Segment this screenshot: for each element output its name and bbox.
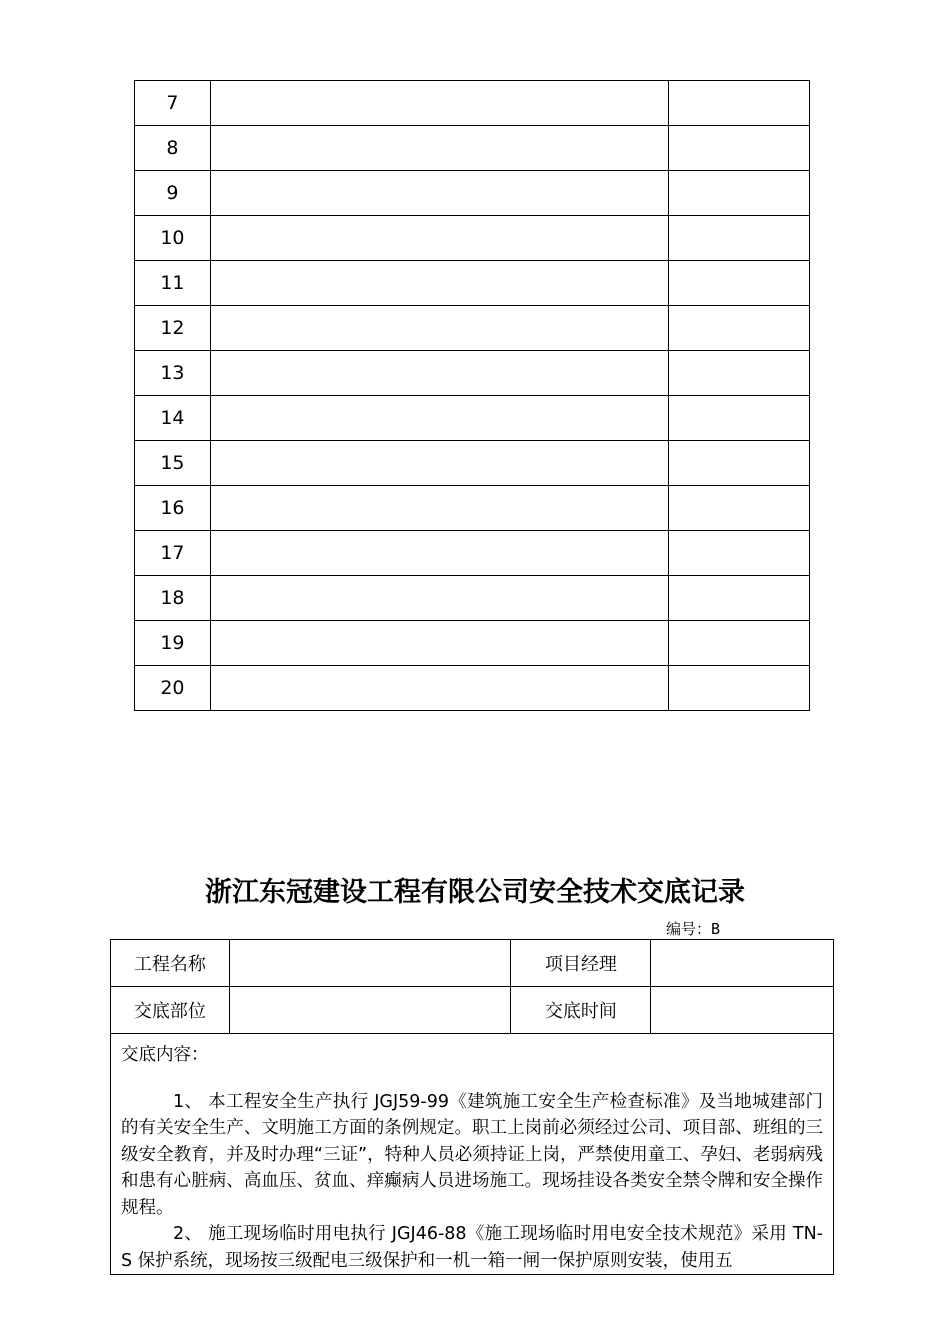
row-content-cell (210, 531, 669, 576)
row-number: 13 (135, 351, 211, 396)
project-manager-value (651, 940, 833, 987)
safety-disclosure-form (110, 939, 834, 1275)
row-number: 16 (135, 486, 211, 531)
row-content-cell (210, 666, 669, 711)
row-number: 9 (135, 171, 211, 216)
row-extra-cell (669, 126, 810, 171)
row-extra-cell (669, 666, 810, 711)
disclosure-content (111, 1034, 833, 1274)
disclosure-part-value (229, 987, 511, 1034)
row-number: 17 (135, 531, 211, 576)
row-content-cell (210, 171, 669, 216)
row-extra-cell (669, 306, 810, 351)
row-extra-cell (669, 261, 810, 306)
row-extra-cell (669, 576, 810, 621)
project-info-table (111, 940, 833, 1034)
table-row (135, 666, 810, 711)
row-content-cell (210, 441, 669, 486)
table-row (111, 987, 833, 1034)
row-number: 19 (135, 621, 211, 666)
row-content-cell (210, 81, 669, 126)
row-number: 20 (135, 666, 211, 711)
row-extra-cell (669, 621, 810, 666)
table-row (135, 441, 810, 486)
content-label: 交底内容： (121, 1045, 209, 1065)
row-content-cell (210, 396, 669, 441)
row-content-cell (210, 486, 669, 531)
row-extra-cell (669, 216, 810, 261)
row-extra-cell (669, 81, 810, 126)
table-row (135, 351, 810, 396)
content-paragraph: 1、 本工程安全生产执行 JGJ59-99《建筑施工安全生产检查标准》及当地城建部门的有关安全生产、文明施工方面的条例规定。职工上岗前必须经过公司、项目部、班组的三级安全教育，并及时办理“三证”，特种人员必须持证上岗，严禁使用童工、孕妇、老弱病残和患有心脏病、高血压、贫血、痒癫病人员进场施工。现场挂设各类安全禁令牌和安全操作规程。 (121, 1091, 823, 1218)
table-row (135, 306, 810, 351)
row-content-cell (210, 261, 669, 306)
row-extra-cell (669, 351, 810, 396)
table-row (135, 531, 810, 576)
row-number: 18 (135, 576, 211, 621)
table-row (135, 261, 810, 306)
table-row (135, 576, 810, 621)
row-number: 12 (135, 306, 211, 351)
row-content-cell (210, 306, 669, 351)
row-number: 7 (135, 81, 211, 126)
row-number: 8 (135, 126, 211, 171)
row-number: 15 (135, 441, 211, 486)
table-row (111, 940, 833, 987)
table-row (135, 171, 810, 216)
row-extra-cell (669, 441, 810, 486)
project-name-value (229, 940, 511, 987)
document-number: 编号：B (666, 920, 721, 938)
row-number: 14 (135, 396, 211, 441)
content-paragraph: 2、 施工现场临时用电执行 JGJ46-88《施工现场临时用电安全技术规范》采用 TN-S 保护系统，现场按三级配电三级保护和一机一箱一闸一保护原则安装，使用五 (121, 1224, 823, 1271)
row-extra-cell (669, 396, 810, 441)
numbered-rows-table (134, 80, 810, 711)
row-content-cell (210, 621, 669, 666)
row-content-cell (210, 576, 669, 621)
row-content-cell (210, 351, 669, 396)
disclosure-part-label: 交底部位 (111, 987, 229, 1034)
table-row (135, 396, 810, 441)
row-number: 11 (135, 261, 211, 306)
row-content-cell (210, 216, 669, 261)
project-manager-label: 项目经理 (511, 940, 651, 987)
row-extra-cell (669, 531, 810, 576)
row-extra-cell (669, 171, 810, 216)
disclosure-time-label: 交底时间 (511, 987, 651, 1034)
table-row (135, 81, 810, 126)
project-name-label: 工程名称 (111, 940, 229, 987)
document-title: 浙江东冠建设工程有限公司安全技术交底记录 (205, 877, 745, 908)
row-content-cell (210, 126, 669, 171)
table-row (135, 486, 810, 531)
disclosure-time-value (651, 987, 833, 1034)
row-number: 10 (135, 216, 211, 261)
row-extra-cell (669, 486, 810, 531)
table-row (135, 126, 810, 171)
table-row (135, 216, 810, 261)
table-row (135, 621, 810, 666)
